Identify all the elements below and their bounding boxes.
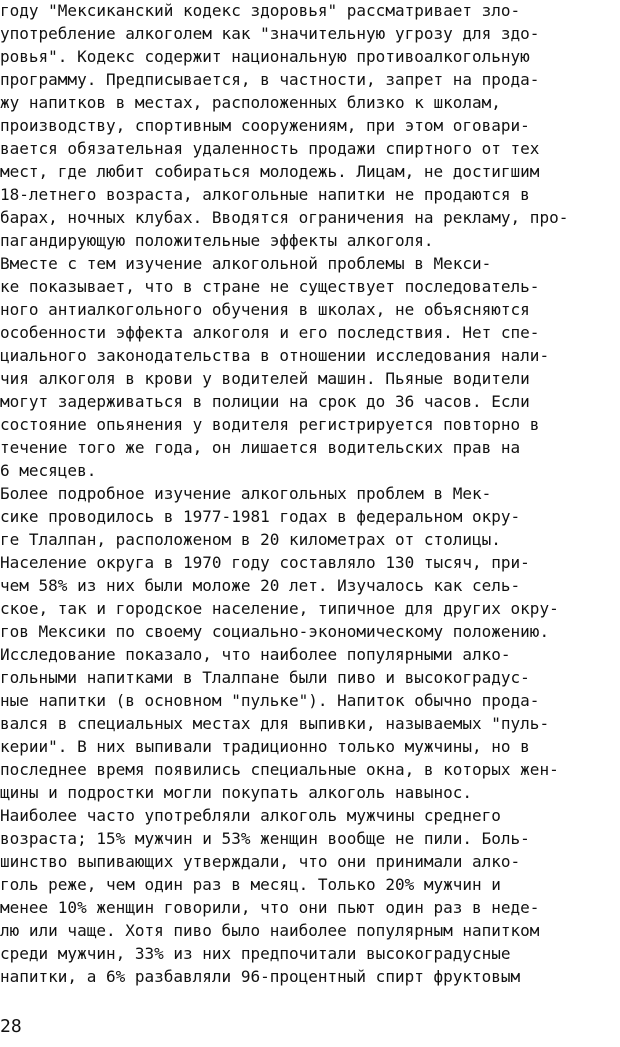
text-line: голь реже, чем один раз в месяц. Только 20% мужчин и — [0, 875, 501, 894]
text-line: ного антиалкогольного обучения в школах, не объясняются — [0, 300, 530, 319]
text-line: мест, где любит собираться молодежь. Лицам, не достигшим — [0, 162, 540, 181]
text-line: особенности эффекта алкоголя и его последствия. Нет спе- — [0, 323, 540, 342]
text-line: вается обязательная удаленность продажи спиртного от тех — [0, 139, 540, 158]
text-line: 18-летнего возраста, алкогольные напитки не продаются в — [0, 185, 530, 204]
text-line: Более подробное изучение алкогольных проблем в Мек- — [0, 484, 492, 503]
text-line: могут задерживаться в полиции на срок до 36 часов. Если — [0, 392, 530, 411]
text-line: году "Мексиканский кодекс здоровья" рассматривает зло- — [0, 1, 521, 20]
text-line: Население округа в 1970 году составляло 130 тысяч, при- — [0, 553, 530, 572]
text-line: ровья". Кодекс содержит национальную противоалкогольную — [0, 47, 530, 66]
text-line: барах, ночных клубах. Вводятся ограничения на рекламу, про- — [0, 208, 569, 227]
text-line: напитки, а 6% разбавляли 96-процентный спирт фруктовым — [0, 967, 521, 986]
text-line: течение того же года, он лишается водительских прав на — [0, 438, 521, 457]
text-line: жу напитков в местах, расположенных близко к школам, — [0, 93, 501, 112]
text-line: Наиболее часто употребляли алкоголь мужчины среднего — [0, 806, 501, 825]
text-line: шинство выпивающих утверждали, что они принимали алко- — [0, 852, 521, 871]
text-line: керии". В них выпивали традиционно только мужчины, но в — [0, 737, 530, 756]
text-line: лю или чаще. Хотя пиво было наиболее популярным напитком — [0, 921, 540, 940]
text-line: ге Тлалпан, расположеном в 20 километрах от столицы. — [0, 530, 501, 549]
text-line: ке показывает, что в стране не существует последователь- — [0, 277, 540, 296]
text-line: пагандирующую положительные эффекты алкоголя. — [0, 231, 434, 250]
text-line: состояние опьянения у водителя регистрируется повторно в — [0, 415, 540, 434]
text-line: среди мужчин, 33% из них предпочитали высокоградусные — [0, 944, 511, 963]
text-line: ское, так и городское население, типичное для других окру- — [0, 599, 559, 618]
text-line: Исследование показало, что наиболее популярными алко- — [0, 645, 511, 664]
text-line: вался в специальных местах для выпивки, называемых "пуль- — [0, 714, 550, 733]
text-line: сике проводилось в 1977-1981 годах в федеральном окру- — [0, 507, 521, 526]
text-line: чия алкоголя в крови у водителей машин. Пьяные водители — [0, 369, 530, 388]
text-line: гов Мексики по своему социально-экономическому положению. — [0, 622, 550, 641]
text-line: менее 10% женщин говорили, что они пьют один раз в неде- — [0, 898, 540, 917]
text-line: чем 58% из них были моложе 20 лет. Изучалось как сель- — [0, 576, 521, 595]
text-line: программу. Предписывается, в частности, запрет на прода- — [0, 70, 540, 89]
text-line: Вместе с тем изучение алкогольной проблемы в Мекси- — [0, 254, 492, 273]
text-line: употребление алкоголем как "значительную угрозу для здо- — [0, 24, 540, 43]
text-line: производству, спортивным сооружениям, при этом оговари- — [0, 116, 530, 135]
text-line: возраста; 15% мужчин и 53% женщин вообще не пили. Боль- — [0, 829, 530, 848]
page-number: 28 — [0, 1016, 22, 1037]
text-line: гольными напитками в Тлалпане были пиво и высокоградус- — [0, 668, 530, 687]
text-line: щины и подростки могли покупать алкоголь навынос. — [0, 783, 473, 802]
text-line: последнее время появились специальные окна, в которых жен- — [0, 760, 559, 779]
text-line: циального законодательства в отношении исследования нали- — [0, 346, 550, 365]
text-line: 6 месяцев. — [0, 461, 97, 480]
text-line: ные напитки (в основном "пульке"). Напиток обычно прода- — [0, 691, 540, 710]
